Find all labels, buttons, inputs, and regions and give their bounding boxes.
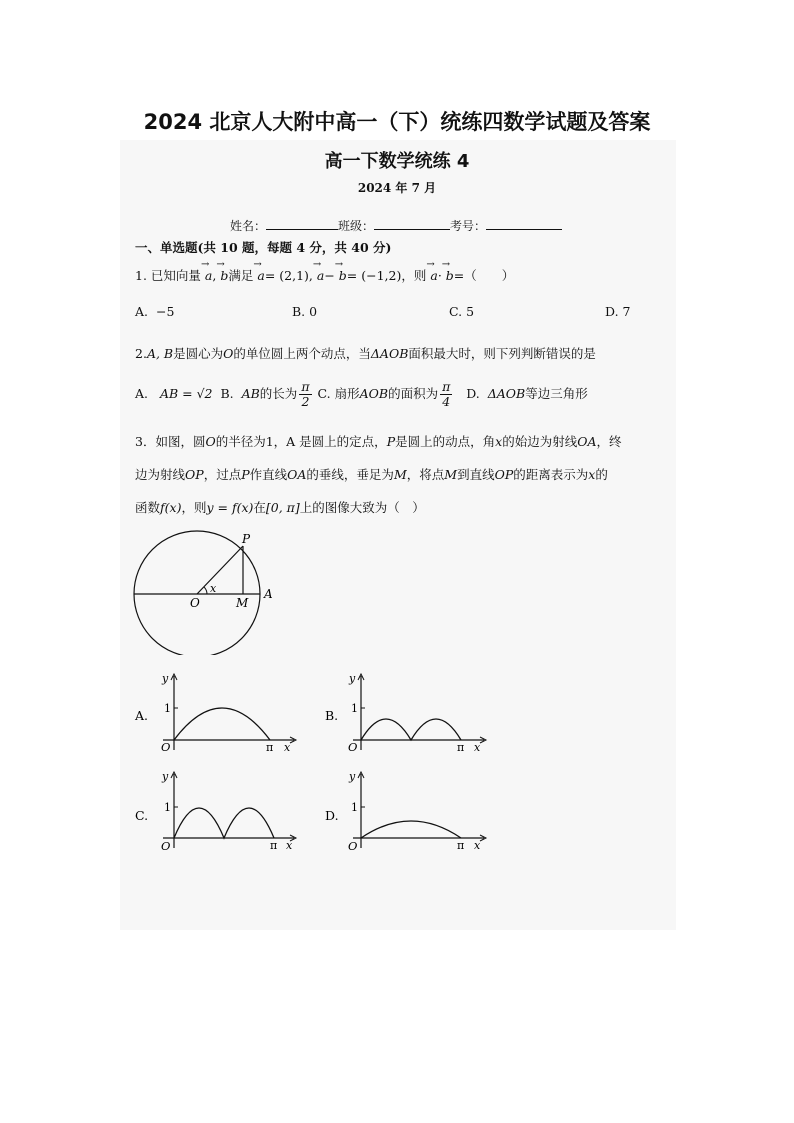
q2-option-b-var: AB (241, 386, 260, 401)
angle-arc (204, 587, 207, 594)
class-blank (374, 218, 450, 230)
label-a: A (264, 587, 273, 601)
svg-text:1: 1 (351, 801, 358, 814)
curve-c (174, 808, 274, 838)
svg-text:x: x (474, 839, 481, 852)
q2-option-c-letter: C. (317, 386, 331, 401)
q2-option-b-letter: B. (220, 386, 234, 401)
svg-text:y: y (162, 672, 169, 685)
q2-option-a-letter: A. (135, 386, 149, 401)
svg-text:π: π (270, 839, 278, 852)
question-3-line-1: 3．如图，圆O的半径为1，A 是圆上的定点，P是圆上的动点，角x的始边为射线OA，终 (135, 434, 622, 449)
option-letter: B. (325, 708, 339, 723)
name-blank (266, 218, 338, 230)
q1-text-1: 已知向量 (150, 268, 201, 283)
svg-text:π: π (457, 839, 465, 852)
svg-text:y: y (162, 770, 169, 783)
vector-a-4: → a (426, 259, 438, 283)
id-label: 考号： (450, 219, 487, 233)
svg-text:y: y (349, 770, 356, 783)
q1-eq-2: = (−1,2) (346, 268, 402, 283)
minus-sign: − (324, 268, 335, 283)
vector-b-3: → b (441, 259, 454, 283)
svg-text:π: π (266, 741, 274, 754)
label-p: P (242, 532, 251, 546)
q1-option-c: C. 5 (449, 304, 475, 319)
q1-text-3: ，则 (401, 268, 427, 283)
q2-option-d-letter: D. (466, 386, 480, 401)
fraction-pi-over-2: $\frac{\pi}{2}$ (301, 378, 310, 409)
curve-a (174, 708, 270, 740)
unit-circle-figure (130, 530, 280, 655)
svg-text:1: 1 (164, 702, 171, 715)
question-3-line-3: 函数f(x)，则y = f(x)在[0, π]上的图像大致为（ ） (135, 500, 425, 515)
class-label: 班级： (338, 219, 375, 233)
question-1: 1. 已知向量 → a, → b满足 → a= (2,1), → a− → b= (−1,2)，则 → a· → b=（ ） (135, 259, 515, 283)
vector-b: → b (216, 259, 229, 283)
question-number: 1. (135, 268, 147, 283)
option-letter: D. (325, 808, 339, 823)
q2-option-a: AB = √2 (159, 386, 213, 401)
graph-option-c (130, 768, 310, 858)
section-heading: 一、单选题(共 10 题，每题 4 分，共 40 分) (135, 240, 392, 255)
svg-text:π: π (457, 741, 465, 754)
dot-sign: · (437, 268, 442, 283)
graph-option-a (130, 668, 310, 758)
graph-option-d (320, 768, 500, 858)
question-3-line-2: 边为射线OP，过点P作直线OA的垂线，垂足为M，将点M到直线OP的距离表示为x的 (135, 467, 608, 482)
vector-b-2: → b (334, 259, 347, 283)
exam-subtitle: 高一下数学统练 4 (324, 151, 470, 172)
svg-text:O: O (348, 839, 358, 853)
curve-d (361, 821, 461, 838)
q1-option-a: A. −5 (135, 304, 175, 319)
exam-date: 2024 年 7 月 (357, 181, 437, 195)
curve-b (361, 719, 461, 740)
q2-options: A. AB = √2 B. AB的长为 $\frac{\pi}{2}$ C. 扇形AOB的面积为 $\frac{\pi}{4}$ D. ΔAOB等边三角形 (135, 378, 588, 409)
label-m: M (236, 596, 249, 610)
svg-text:x: x (474, 741, 481, 754)
svg-text:O: O (161, 740, 171, 754)
vector-a-2: → a (253, 259, 265, 283)
option-letter: C. (135, 808, 149, 823)
vector-a: → a (200, 259, 213, 283)
svg-text:x: x (286, 839, 293, 852)
label-x: x (210, 582, 217, 595)
q1-option-b: B. 0 (292, 304, 318, 319)
q1-option-d: D. 7 (605, 304, 631, 319)
svg-text:1: 1 (351, 702, 358, 715)
svg-text:O: O (161, 839, 171, 853)
q1-eq-1: = (2,1), (264, 268, 313, 283)
graph-option-b (320, 668, 500, 758)
svg-text:1: 1 (164, 801, 171, 814)
svg-text:y: y (349, 672, 356, 685)
student-info-fields (230, 217, 562, 234)
vector-a-3: → a (312, 259, 325, 283)
fraction-pi-over-4: $\frac{\pi}{4}$ (442, 378, 451, 409)
label-o: O (190, 596, 200, 610)
question-2: 2.A, B是圆心为O的单位圆上两个动点，当ΔAOB面积最大时，则下列判断错误的是 (135, 346, 596, 361)
option-letter: A. (135, 708, 149, 723)
svg-text:x: x (284, 741, 291, 754)
unit-circle (134, 531, 260, 655)
svg-text:O: O (348, 740, 358, 754)
ray-op (197, 546, 243, 594)
answer-paren: （ ） (464, 268, 515, 283)
q1-eq-3: = (453, 268, 465, 283)
q1-text-2: 满足 (228, 268, 254, 283)
document-title: 2024 北京人大附中高一（下）统练四数学试题及答案 (143, 110, 651, 134)
id-blank (486, 218, 562, 230)
name-label: 姓名： (230, 219, 267, 233)
